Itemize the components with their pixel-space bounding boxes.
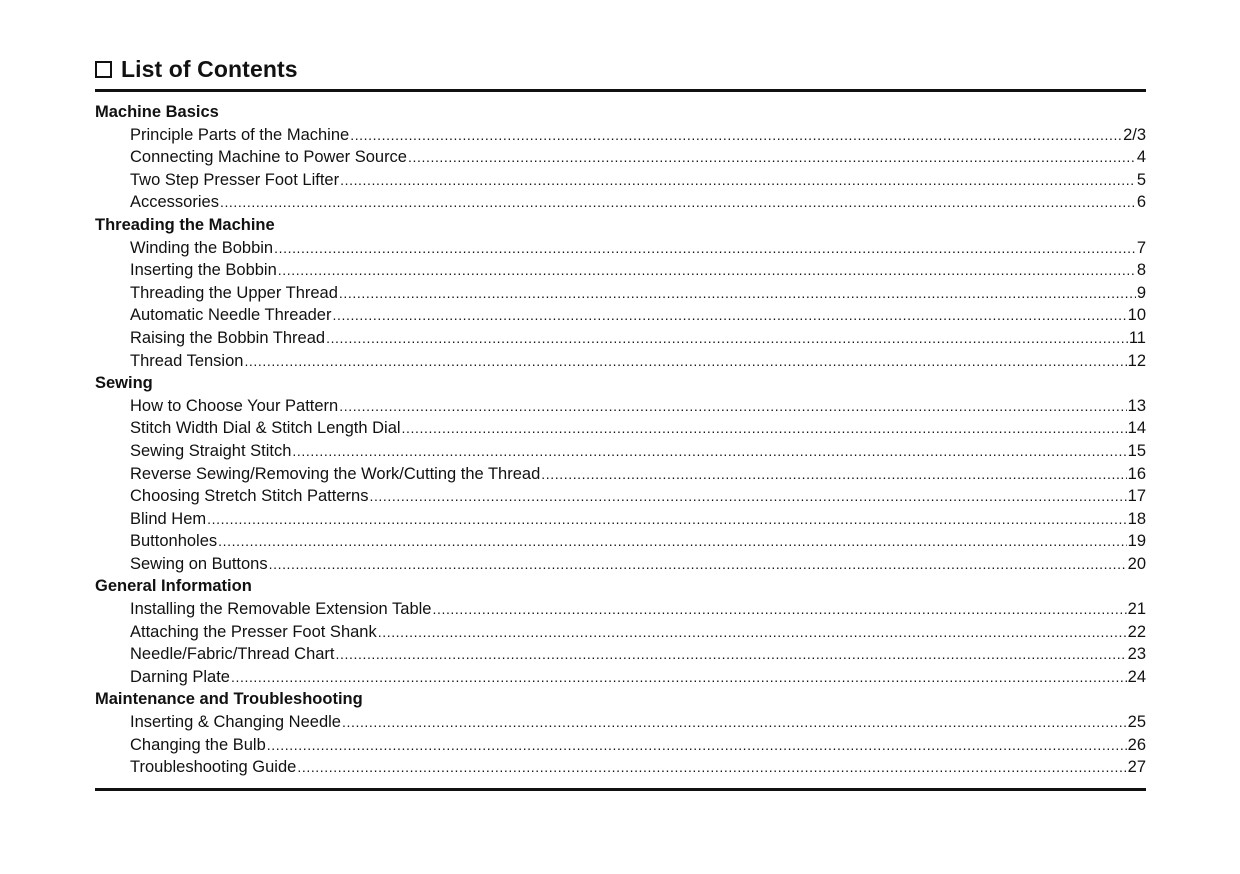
toc-entry-label: Inserting & Changing Needle [130, 713, 341, 732]
toc-entry-page-number: 7 [1136, 238, 1146, 257]
toc-entry-page-number: 9 [1136, 283, 1146, 302]
toc-entry[interactable] [95, 598, 1146, 621]
toc-entry[interactable] [95, 643, 1146, 666]
dot-leader [218, 530, 1126, 553]
toc-entry-label: Blind Hem [130, 509, 207, 528]
toc-entry-page-number: 16 [1127, 464, 1146, 483]
toc-entry-page-number: 20 [1127, 554, 1146, 573]
toc-entry[interactable] [95, 417, 1146, 440]
dot-leader [220, 191, 1136, 214]
toc-entry-label: Attaching the Presser Foot Shank [130, 622, 377, 641]
dot-leader [297, 756, 1126, 779]
dot-leader [408, 146, 1136, 169]
toc-entry-page-number: 13 [1127, 396, 1146, 415]
dot-leader [244, 350, 1126, 373]
dot-leader [342, 711, 1127, 734]
title-row [95, 52, 1146, 86]
toc-entry[interactable] [95, 146, 1146, 169]
toc-entry-page-number: 2/3 [1123, 125, 1146, 144]
toc-entry-page-number: 18 [1127, 509, 1146, 528]
toc-entry-page-number: 12 [1127, 351, 1146, 370]
toc-entry[interactable] [95, 282, 1146, 305]
dot-leader [207, 508, 1127, 531]
toc-entry[interactable] [95, 711, 1146, 734]
dot-leader [378, 621, 1127, 644]
toc-entry[interactable] [95, 327, 1146, 350]
table-of-contents [95, 101, 1146, 779]
toc-entry-page-number: 26 [1127, 735, 1146, 754]
toc-entry-label: How to Choose Your Pattern [130, 396, 339, 415]
dot-leader [278, 259, 1136, 282]
dot-leader [332, 304, 1126, 327]
toc-entry-page-number: 24 [1127, 667, 1146, 686]
section-heading: Maintenance and Troubleshooting [95, 690, 363, 709]
toc-entry[interactable] [95, 530, 1146, 553]
section-heading: Machine Basics [95, 103, 219, 121]
dot-leader [274, 237, 1136, 260]
section-heading: Threading the Machine [95, 215, 275, 234]
dot-leader [231, 666, 1127, 689]
toc-entry[interactable] [95, 304, 1146, 327]
toc-entry-label: Changing the Bulb [130, 735, 266, 754]
toc-entry-page-number: 11 [1128, 328, 1146, 347]
toc-entry-page-number: 21 [1127, 600, 1146, 619]
dot-leader [336, 643, 1127, 666]
dot-leader [340, 169, 1136, 192]
dot-leader [269, 553, 1127, 576]
toc-entry[interactable] [95, 621, 1146, 644]
dot-leader [292, 440, 1126, 463]
toc-entry-page-number: 27 [1127, 758, 1146, 777]
toc-entry-page-number: 4 [1136, 148, 1146, 167]
dot-leader [326, 327, 1128, 350]
toc-entry-page-number: 10 [1127, 306, 1146, 325]
toc-entry-page-number: 5 [1136, 170, 1146, 189]
toc-entry-page-number: 19 [1127, 532, 1146, 551]
toc-entry-label: Inserting the Bobbin [130, 261, 277, 280]
toc-entry-page-number: 22 [1127, 622, 1146, 641]
toc-entry-label: Darning Plate [130, 667, 230, 686]
toc-entry-label: Connecting Machine to Power Source [130, 148, 407, 167]
toc-entry-page-number: 25 [1127, 713, 1146, 732]
toc-entry-label: Automatic Needle Threader [130, 306, 332, 325]
checkbox-square-icon [95, 61, 112, 78]
toc-entry-label: Two Step Presser Foot Lifter [130, 170, 340, 189]
toc-entry[interactable] [95, 463, 1146, 486]
toc-entry-label: Needle/Fabric/Thread Chart [130, 645, 335, 664]
toc-entry[interactable] [95, 259, 1146, 282]
dot-leader [350, 124, 1122, 147]
toc-entry-label: Sewing on Buttons [130, 554, 268, 573]
toc-entry[interactable] [95, 508, 1146, 531]
toc-entry[interactable] [95, 124, 1146, 147]
toc-entry[interactable] [95, 191, 1146, 214]
toc-entry-label: Raising the Bobbin Thread [130, 328, 326, 347]
dot-leader [402, 417, 1127, 440]
toc-entry-page-number: 8 [1136, 261, 1146, 280]
toc-entry[interactable] [95, 350, 1146, 373]
toc-entry[interactable] [95, 734, 1146, 757]
dot-leader [267, 734, 1127, 757]
toc-entry-page-number: 6 [1136, 193, 1146, 212]
toc-entry[interactable] [95, 666, 1146, 689]
toc-entry-label: Thread Tension [130, 351, 244, 370]
toc-entry-label: Accessories [130, 193, 219, 212]
toc-entry-label: Winding the Bobbin [130, 238, 274, 257]
toc-entry-label: Principle Parts of the Machine [130, 125, 350, 144]
toc-entry-page-number: 17 [1127, 487, 1146, 506]
contents-page [95, 52, 1146, 791]
toc-entry-label: Buttonholes [130, 532, 218, 551]
dot-leader [339, 395, 1126, 418]
toc-entry-page-number: 23 [1127, 645, 1146, 664]
toc-entry-label: Sewing Straight Stitch [130, 441, 292, 460]
page-title: List of Contents [121, 55, 298, 82]
top-divider [95, 89, 1146, 92]
toc-entry[interactable] [95, 395, 1146, 418]
toc-entry[interactable] [95, 553, 1146, 576]
dot-leader [339, 282, 1136, 305]
toc-entry-page-number: 15 [1127, 441, 1146, 460]
section-heading: Sewing [95, 374, 153, 393]
toc-entry[interactable] [95, 756, 1146, 779]
toc-entry[interactable] [95, 485, 1146, 508]
toc-entry-label: Installing the Removable Extension Table [130, 600, 432, 619]
toc-entry-label: Troubleshooting Guide [130, 758, 297, 777]
bottom-divider [95, 788, 1146, 791]
dot-leader [369, 485, 1126, 508]
toc-entry[interactable] [95, 237, 1146, 260]
toc-entry-label: Threading the Upper Thread [130, 283, 338, 302]
toc-entry-label: Choosing Stretch Stitch Patterns [130, 487, 369, 506]
toc-entry-label: Reverse Sewing/Removing the Work/Cutting the Thread [130, 464, 541, 483]
toc-entry-label: Stitch Width Dial & Stitch Length Dial [130, 419, 401, 438]
dot-leader [432, 598, 1126, 621]
toc-entry-page-number: 14 [1127, 419, 1146, 438]
toc-entry[interactable] [95, 440, 1146, 463]
section-heading: General Information [95, 577, 252, 596]
dot-leader [541, 463, 1126, 486]
toc-entry[interactable] [95, 169, 1146, 192]
